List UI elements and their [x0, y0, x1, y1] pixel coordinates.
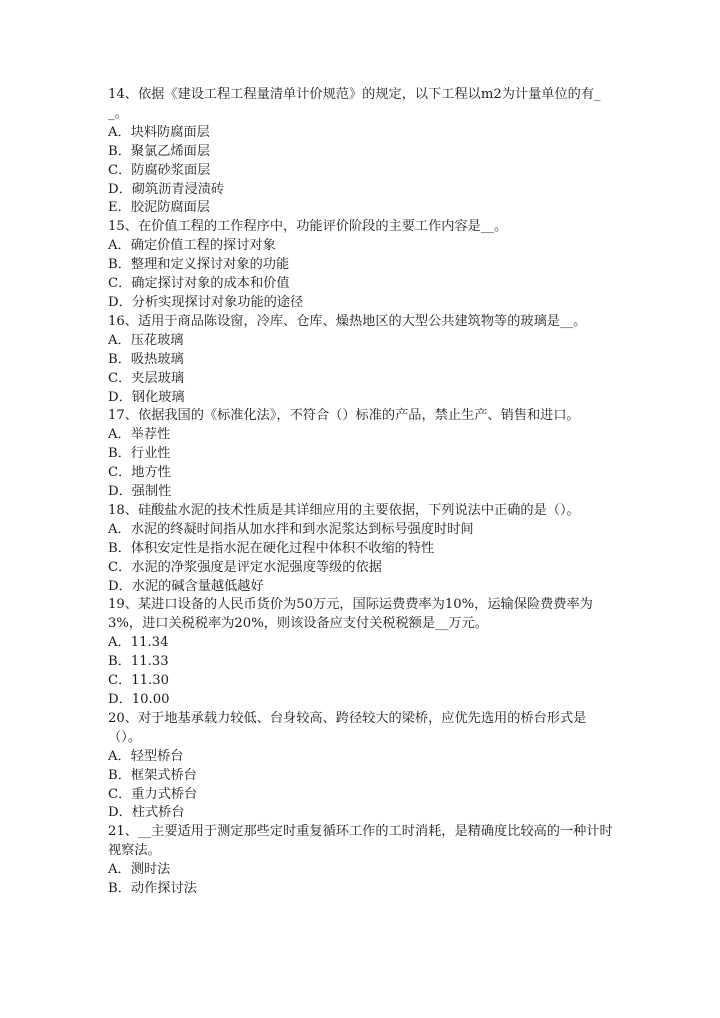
answer-option: B．11.33 — [108, 654, 169, 670]
answer-option: C．地方性 — [108, 465, 171, 481]
answer-option: D．水泥的碱含量越低越好 — [108, 578, 264, 594]
question-16 — [108, 313, 618, 408]
question-17 — [108, 407, 618, 502]
answer-option: B．框架式桥台 — [108, 767, 197, 783]
answer-option: D．钢化玻璃 — [108, 389, 185, 405]
answer-option: C．确定探讨对象的成本和价值 — [108, 276, 290, 292]
question-stem: 18、硅酸盐水泥的技术性质是其详细应用的主要依据，下列说法中正确的是（）。 — [108, 502, 580, 518]
question-19 — [108, 596, 618, 709]
answer-option: B．聚氯乙烯面层 — [108, 143, 211, 159]
answer-option: D．砌筑沥青浸渍砖 — [108, 181, 225, 197]
answer-option: A．举荐性 — [108, 427, 171, 443]
answer-option: D．强制性 — [108, 484, 172, 500]
document-page — [108, 86, 618, 899]
answer-option: D．柱式桥台 — [108, 805, 185, 821]
answer-option: D．10.00 — [108, 692, 170, 707]
question-15 — [108, 218, 618, 313]
question-20 — [108, 710, 618, 823]
answer-option: A．块料防腐面层 — [108, 124, 210, 140]
answer-option: A．轻型桥台 — [108, 748, 184, 764]
question-stem: 14、依据《建设工程工程量清单计价规范》的规定，以下工程以m2为计量单位的有__。 — [108, 87, 601, 121]
question-stem: 19、某进口设备的人民币货价为50万元，国际运费费率为10%，运输保险费费率为3%，进口关税税率为20%，则该设备应支付关税税额是__万元。 — [108, 597, 593, 632]
question-stem: 15、在价值工程的工作程序中，功能评价阶段的主要工作内容是__。 — [108, 219, 508, 235]
answer-option: B．整理和定义探讨对象的功能 — [108, 257, 290, 273]
answer-option: C．11.30 — [108, 673, 170, 689]
question-stem: 16、适用于商品陈设窗，冷库、仓库、燥热地区的大型公共建筑物等的玻璃是__。 — [108, 313, 587, 329]
answer-option: A．测时法 — [108, 862, 171, 878]
answer-option: A．压花玻璃 — [108, 332, 184, 348]
question-18 — [108, 502, 618, 597]
answer-option: E．胶泥防腐面层 — [108, 200, 210, 216]
answer-option: A．水泥的终凝时间指从加水拌和到水泥浆达到标号强度时时间 — [108, 521, 474, 537]
answer-option: C．重力式桥台 — [108, 786, 198, 802]
answer-option: C．防腐砂浆面层 — [108, 162, 211, 178]
answer-option: B．动作探讨法 — [108, 881, 197, 897]
answer-option: B．吸热玻璃 — [108, 351, 184, 367]
question-21 — [108, 823, 618, 899]
answer-option: B．行业性 — [108, 446, 171, 462]
answer-option: C．夹层玻璃 — [108, 370, 185, 386]
question-stem: 17、依据我国的《标准化法》，不符合（）标准的产品，禁止生产、销售和进口。 — [108, 408, 580, 424]
answer-option: C．水泥的净浆强度是评定水泥强度等级的依据 — [108, 559, 382, 575]
question-stem: 20、对于地基承载力较低、台身较高、跨径较大的梁桥，应优先选用的桥台形式是（）。 — [108, 710, 587, 745]
answer-option: B．体积安定性是指水泥在硬化过程中体积不收缩的特性 — [108, 540, 435, 556]
question-14 — [108, 86, 618, 218]
answer-option: D．分析实现探讨对象功能的途径 — [108, 294, 304, 310]
answer-option: A．确定价值工程的探讨对象 — [108, 238, 276, 254]
question-stem: 21、__主要适用于测定那些定时重复循环工作的工时消耗，是精确度比较高的一种计时视察法。 — [108, 824, 613, 859]
answer-option: A．11.34 — [108, 635, 169, 651]
